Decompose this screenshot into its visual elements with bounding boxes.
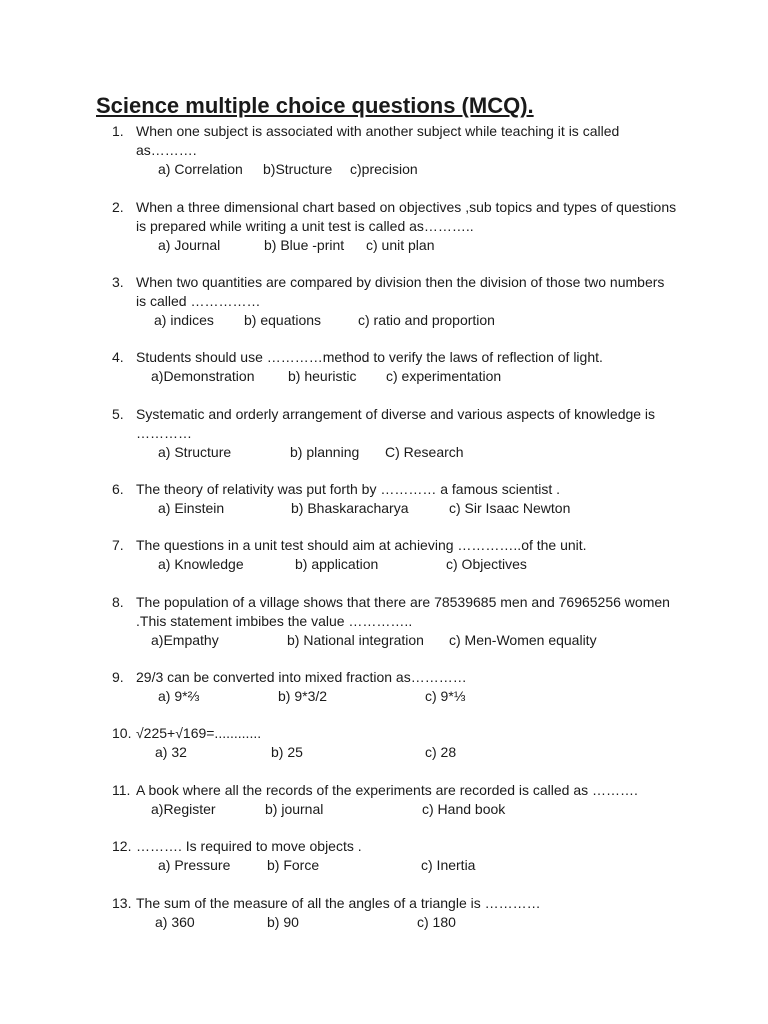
option-c: c) 28 — [425, 744, 457, 760]
option-c: c) experimentation — [386, 368, 502, 384]
question-number: 9. — [112, 669, 124, 685]
question-8 — [112, 593, 677, 650]
question-1 — [112, 122, 677, 179]
question-number: 13. — [112, 895, 132, 911]
question-3 — [112, 273, 677, 330]
question-text: √225+√169=............ — [136, 725, 262, 741]
option-a: a)Demonstration — [151, 368, 255, 384]
option-c: c) 9*⅓ — [425, 688, 466, 704]
question-9 — [112, 668, 677, 706]
question-10 — [112, 724, 677, 762]
option-c: c) Objectives — [446, 556, 527, 572]
option-b: b)Structure — [263, 161, 333, 177]
option-a: a) Journal — [158, 237, 221, 253]
question-13 — [112, 894, 677, 932]
question-number: 11. — [112, 782, 131, 798]
question-options — [112, 743, 677, 762]
option-c: c)precision — [350, 161, 418, 177]
question-text: The sum of the measure of all the angles of a triangle is ………… — [136, 895, 541, 911]
question-text: Students should use …………method to verify the laws of reflection of light. — [136, 349, 603, 365]
question-text: The population of a village shows that there are 78539685 men and 76965256 women .This statement imbibes the value ………….. — [136, 594, 670, 629]
option-a: a) 9*⅔ — [158, 688, 200, 704]
page-title: Science multiple choice questions (MCQ). — [96, 93, 534, 118]
question-4 — [112, 348, 677, 386]
question-number: 12. — [112, 838, 132, 854]
question-12 — [112, 837, 677, 875]
question-options — [112, 555, 677, 574]
question-options — [112, 631, 677, 650]
option-b: b) Blue -print — [264, 237, 345, 253]
option-c: c) Men-Women equality — [449, 632, 597, 648]
option-a: a) Structure — [158, 444, 232, 460]
question-options — [112, 443, 677, 462]
option-a: a) indices — [154, 312, 214, 328]
question-number: 3. — [112, 274, 124, 290]
option-a: a) 360 — [155, 914, 195, 930]
question-number: 6. — [112, 481, 124, 497]
option-c: c) unit plan — [366, 237, 435, 253]
question-text: Systematic and orderly arrangement of diverse and various aspects of knowledge is ………… — [136, 406, 656, 441]
question-6 — [112, 480, 677, 518]
question-number: 2. — [112, 199, 124, 215]
option-c: c) 180 — [417, 914, 456, 930]
option-b: b) Force — [267, 857, 320, 873]
option-c: c) ratio and proportion — [358, 312, 495, 328]
question-options — [112, 800, 677, 819]
option-b: b) Bhaskaracharya — [291, 500, 409, 516]
question-text: The theory of relativity was put forth by ………… a famous scientist . — [136, 481, 561, 497]
question-text: 29/3 can be converted into mixed fraction as………… — [136, 669, 467, 685]
question-options — [112, 913, 677, 932]
question-options — [112, 856, 677, 875]
option-b: b) planning — [290, 444, 360, 460]
option-a: a)Empathy — [151, 632, 219, 648]
question-options — [112, 687, 677, 706]
option-c: c) Sir Isaac Newton — [449, 500, 571, 516]
option-c: c) Hand book — [422, 801, 506, 817]
option-b: b) National integration — [287, 632, 424, 648]
option-a: a) Correlation — [158, 161, 243, 177]
question-options — [112, 499, 677, 518]
question-options — [112, 367, 677, 386]
question-number: 5. — [112, 406, 124, 422]
option-b: b) 90 — [267, 914, 299, 930]
question-number: 7. — [112, 537, 124, 553]
question-options — [112, 311, 677, 330]
question-number: 4. — [112, 349, 124, 365]
question-5 — [112, 405, 677, 462]
question-options — [112, 236, 677, 255]
question-7 — [112, 536, 677, 574]
option-c: C) Research — [385, 444, 464, 460]
question-options — [112, 160, 677, 179]
option-c: c) Inertia — [421, 857, 476, 873]
question-number: 1. — [112, 123, 124, 139]
question-text: The questions in a unit test should aim at achieving …………..of the unit. — [136, 537, 587, 553]
option-a: a) Pressure — [158, 857, 231, 873]
option-b: b) 9*3/2 — [278, 688, 328, 704]
question-2 — [112, 198, 677, 255]
option-a: a) Knowledge — [158, 556, 244, 572]
option-b: b) journal — [265, 801, 324, 817]
question-11 — [112, 781, 677, 819]
option-b: b) 25 — [271, 744, 303, 760]
option-b: b) application — [295, 556, 379, 572]
option-a: a)Register — [151, 801, 216, 817]
question-text: ………. Is required to move objects . — [136, 838, 362, 854]
question-number: 8. — [112, 594, 124, 610]
option-a: a) Einstein — [158, 500, 225, 516]
question-text: When one subject is associated with another subject while teaching it is called as………. — [136, 123, 620, 158]
question-text: When two quantities are compared by division then the division of those two numbers is called …………… — [136, 274, 665, 309]
question-number: 10. — [112, 725, 132, 741]
question-text: A book where all the records of the experiments are recorded is called as ………. — [136, 782, 638, 798]
question-text: When a three dimensional chart based on objectives ,sub topics and types of questions is prepared while writing a unit test is called as……….. — [136, 199, 677, 234]
option-b: b) heuristic — [288, 368, 357, 384]
option-a: a) 32 — [155, 744, 187, 760]
option-b: b) equations — [244, 312, 322, 328]
